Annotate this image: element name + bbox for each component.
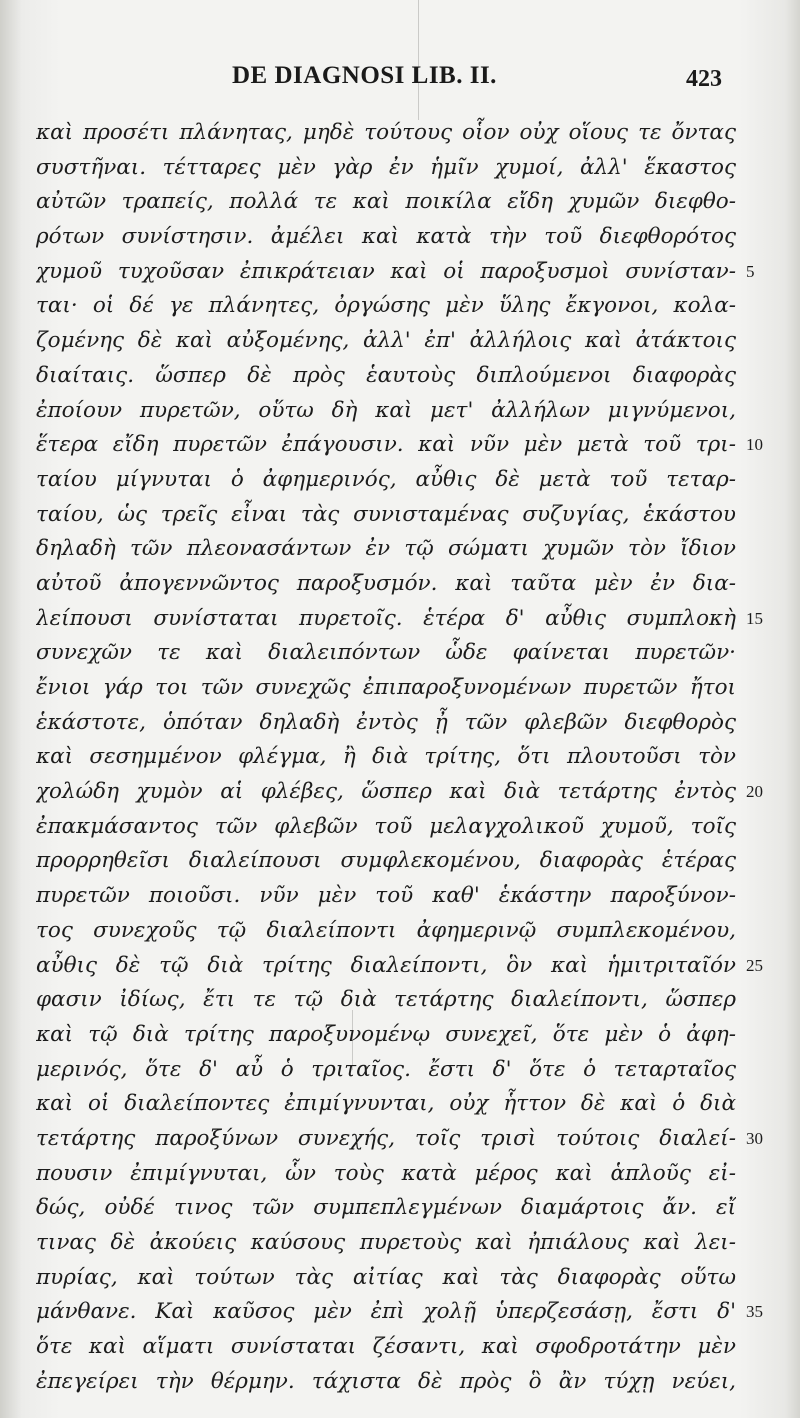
text-line [36,1018,736,1053]
text-line-content: χυμοῦ τυχοῦσαν ἐπικράτειαν καὶ οἱ παροξυσμοὶ συνίσταν- [36,258,736,284]
text-line-content: λείπουσι συνίσταται πυρετοῖς. ἑτέρα δ' αὖθις συμπλοκὴ [36,605,736,631]
text-line [36,1330,736,1365]
text-line [36,428,763,463]
text-line-content: αὐτοῦ ἀπογεννῶντος παροξυσμόν. καὶ ταῦτα μὲν ἐν δια- [36,570,736,596]
text-line-content: ἐποίουν πυρετῶν, οὕτω δὴ καὶ μετ' ἀλλήλων μιγνύμενοι, [36,397,736,423]
text-line [36,1295,763,1330]
line-number: 10 [746,435,763,455]
page-number: 423 [686,66,722,92]
text-line-content: ἔνιοι γάρ τοι τῶν συνεχῶς ἐπιπαροξυνομένων πυρετῶν ἤτοι [36,675,736,700]
text-line [36,879,736,914]
text-line [36,220,736,255]
text-line [36,1365,736,1400]
text-line [36,706,736,741]
text-line [36,359,736,394]
line-number: 5 [746,261,755,281]
text-line-content: διαίταις. ὥσπερ δὲ πρὸς ἑαυτοὺς διπλούμενοι διαφορὰς [36,362,736,388]
text-line [36,636,736,671]
line-number: 25 [746,955,763,975]
text-line-content: καὶ προσέτι πλάνητας, μηδὲ τούτους οἷον οὐχ οἵους τε ὄντας [36,120,736,145]
text-line [36,185,736,220]
text-line-content: φασιν ἰδίως, ἔτι τε τῷ διὰ τετάρτης διαλείποντι, ὥσπερ [36,987,736,1013]
text-line [36,775,763,810]
text-line [36,567,736,602]
text-line-content: καὶ τῷ διὰ τρίτης παροξυνομένῳ συνεχεῖ, ὅτε μὲν ὁ ἀφη- [36,1021,736,1047]
text-line-content: ἑκάστοτε, ὁπόταν δηλαδὴ ἐντὸς ᾖ τῶν φλεβῶν διεφθορὸς [36,709,736,735]
text-line [36,1087,736,1122]
text-line-content: προρρηθεῖσι διαλείπουσι συμφλεκομένου, διαφορὰς ἑτέρας [36,848,736,874]
text-line-content: ζομένης δὲ καὶ αὐξομένης, ἀλλ' ἐπ' ἀλλήλοις καὶ ἀτάκτοις [36,328,736,354]
text-line-content: δώς, οὐδέ τινος τῶν συμπεπλεγμένων διαμάρτοις ἄν. εἴ [36,1195,736,1221]
text-line-content: ταίου μίγνυται ὁ ἀφημερινός, αὖθις δὲ μετὰ τοῦ τεταρ- [36,466,736,492]
text-line [36,1191,736,1226]
text-line [36,671,736,706]
text-line-content: τετάρτης παροξύνων συνεχής, τοῖς τρισὶ τούτοις διαλεί- [36,1125,736,1151]
text-line [36,498,736,533]
text-line-content: μερινός, ὅτε δ' αὖ ὁ τριταῖος. ἔστι δ' ὅτε ὁ τεταρταῖος [36,1056,736,1082]
paper-scratch-mark [418,0,419,120]
text-line-content: πουσιν ἐπιμίγνυται, ὧν τοὺς κατὰ μέρος καὶ ἁπλοῦς εἰ- [36,1160,736,1186]
text-line [36,740,736,775]
text-line [36,1053,736,1088]
text-line [36,1157,736,1192]
text-line-content: ἕτερα εἴδη πυρετῶν ἐπάγουσιν. καὶ νῦν μὲν μετὰ τοῦ τρι- [36,432,736,458]
text-line-content: πυρίας, καὶ τούτων τὰς αἰτίας καὶ τὰς διαφορὰς οὕτω [36,1264,736,1290]
text-line-content: καὶ σεσημμένον φλέγμα, ἢ διὰ τρίτης, ὅτι πλουτοῦσι τὸν [36,744,736,770]
text-line-content: αὐτῶν τραπείς, πολλά τε καὶ ποικίλα εἴδη χυμῶν διεφθο- [36,189,736,215]
text-line-content: αὖθις δὲ τῷ διὰ τρίτης διαλείποντι, ὃν καὶ ἡμιτριταῖόν [36,952,736,978]
text-line [36,983,736,1018]
text-line-content: τος συνεχοῦς τῷ διαλείποντι ἀφημερινῷ συμπλεκομένου, [36,917,736,943]
text-line-content: δηλαδὴ τῶν πλεονασάντων ἐν τῷ σώματι χυμῶν τὸν ἴδιον [36,536,736,562]
text-line-content: ὅτε καὶ αἵματι συνίσταται ζέσαντι, καὶ σφοδροτάτην μὲν [36,1334,736,1360]
text-line [36,1122,763,1157]
text-line-content: συστῆναι. τέτταρες μὲν γὰρ ἐν ἡμῖν χυμοί, ἀλλ' ἕκαστος [36,154,736,180]
text-line-content: ταίου, ὡς τρεῖς εἶναι τὰς συνισταμένας συζυγίας, ἑκάστου [36,501,736,527]
text-line [36,463,736,498]
text-line-content: ἐπεγείρει τὴν θέρμην. τάχιστα δὲ πρὸς ὃ ἂν τύχῃ νεύει, [36,1368,736,1394]
text-line [36,116,736,151]
text-line-content: μάνθανε. Καὶ καῦσος μὲν ἐπὶ χολῇ ὑπερζεσάσῃ, ἔστι δ' [36,1299,736,1325]
text-line [36,949,763,984]
text-line-content: τινας δὲ ἀκούεις καύσους πυρετοὺς καὶ ἠπιάλους καὶ λει- [36,1230,736,1255]
text-line [36,844,736,879]
text-line-content: χολώδη χυμὸν αἱ φλέβες, ὥσπερ καὶ διὰ τετάρτης ἐντὸς [36,779,736,805]
text-line-content: ται· οἱ δέ γε πλάνητες, ὀργώσης μὲν ὕλης ἔκγονοι, κολα- [36,293,736,319]
text-line-content: συνεχῶν τε καὶ διαλειπόντων ὧδε φαίνεται πυρετῶν· [36,640,736,666]
text-line [36,810,736,845]
text-line [36,151,736,186]
line-number: 30 [746,1128,763,1148]
text-line-content: ἐπακμάσαντος τῶν φλεβῶν τοῦ μελαγχολικοῦ χυμοῦ, τοῖς [36,813,736,839]
line-number: 35 [746,1302,763,1322]
text-line [36,602,763,637]
text-line [36,1261,736,1296]
text-line-content: ρότων συνίστησιν. ἀμέλει καὶ κατὰ τὴν τοῦ διεφθορότος [36,224,736,250]
text-line [36,289,736,324]
text-line-content: πυρετῶν ποιοῦσι. νῦν μὲν τοῦ καθ' ἑκάστην παροξύνον- [36,883,736,909]
page-header [0,62,800,102]
text-line-content: καὶ οἱ διαλείποντες ἐπιμίγνυνται, οὐχ ἧττον δὲ καὶ ὁ διὰ [36,1091,736,1117]
text-line [36,324,736,359]
text-line [36,1226,736,1261]
line-number: 20 [746,782,763,802]
text-line [36,255,755,290]
running-head: DE DIAGNOSI LIB. II. [232,62,497,89]
text-line [36,532,736,567]
text-line [36,394,736,429]
line-number: 15 [746,608,763,628]
greek-body-text [36,116,763,1399]
text-line [36,914,736,949]
